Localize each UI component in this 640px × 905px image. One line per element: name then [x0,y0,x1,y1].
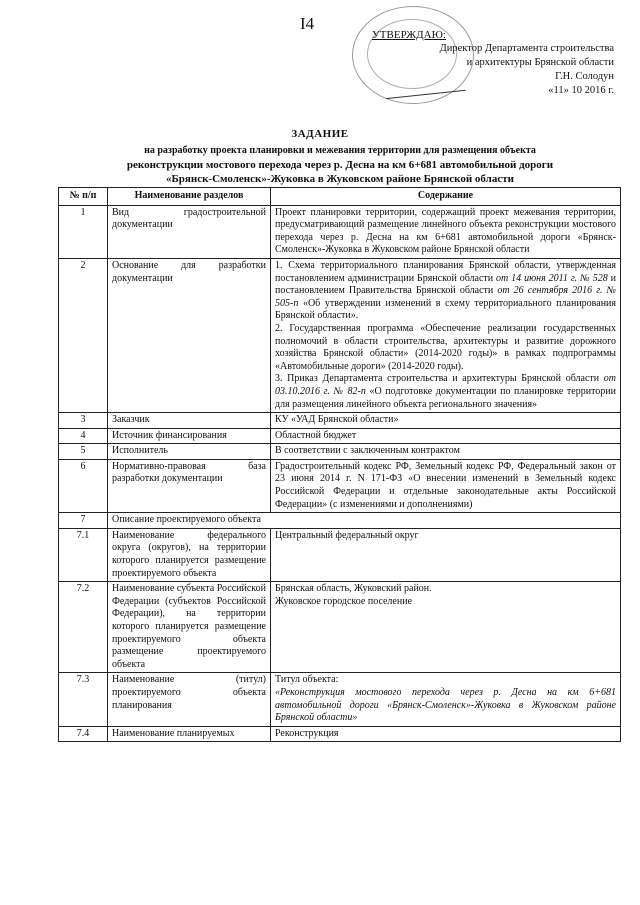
col-header-section: Наименование разделов [108,188,271,206]
approval-signer: Г.Н. Солодун [555,71,614,82]
row-section: Основание для разработки документации [108,258,271,412]
basis-item-2: 2. Государственная программа «Обеспечение реализации государственных полномочий в области строительства, архитектуры и развитие дорожного хозяйства Брянской области» (2014-2020 годы)» в рамках подпрограммы «Автомобильные дороги» (2014-2020 годы). [275,322,616,372]
row-number: 1 [59,205,108,258]
row-section: Нормативно-правовая база разработки документации [108,459,271,512]
table-row [59,513,621,529]
content-line: Жуковское городское поселение [275,595,413,607]
row-section: Наименование федерального округа (округов), на территории которого планируется размещение проектируемого объекта [108,528,271,581]
row-number: 7.1 [59,528,108,581]
row-content [271,673,621,726]
subtitle-line: «Брянск-Смоленск»-Жуковка в Жуковском районе Брянской области [166,173,514,185]
row-content [271,582,621,673]
subtitle-line: на разработку проекта планировки и межевания территории для размещения объекта [144,145,536,156]
approval-date: «11» 10 2016 г. [548,85,614,96]
row-content [271,258,621,412]
table-row [59,459,621,512]
row-number: 2 [59,258,108,412]
table-row [59,444,621,460]
row-number: 7.3 [59,673,108,726]
row-number: 7.4 [59,726,108,742]
row-section: Наименование планируемых [108,726,271,742]
document-title: ЗАДАНИЕ [291,128,349,140]
table-row [59,258,621,412]
row-section: Наименование (титул) проектируемого объекта планирования [108,673,271,726]
row-number: 7 [59,513,108,529]
col-header-content: Содержание [271,188,621,206]
object-title: «Реконструкция мостового перехода через р. Десна на км 6+681 автомобильной дороги «Брянск-Смоленск»-Жуковка в Жуковском районе Брянской области» [275,686,616,724]
page-number: I4 [300,14,315,33]
document-subtitle [60,144,620,186]
subtitle-line: реконструкции мостового перехода через р. Десна на км 6+681 автомобильной дороги [126,159,554,171]
row-section: Вид градостроительной документации [108,205,271,258]
row-section: Наименование субъекта Российской Федерации (субъектов Российской Федерации), на территории которого планируется размещение проектируемого объекта размещение проектируемого объекта [108,582,271,673]
row-content: Градостроительный кодекс РФ, Земельный кодекс РФ, Федеральный закон от 23 июня 2014 г. N 171-ФЗ «О внесении изменений в Земельный кодекс Российской Федерации и отдельные законодательные акты Российской Федерации» (с изменениями и дополнениями) [271,459,621,512]
approval-line: Директор Департамента строительства [439,43,614,54]
col-header-number: № п/п [59,188,108,206]
row-number: 5 [59,444,108,460]
row-content: КУ «УАД Брянской области» [271,413,621,429]
table-row [59,582,621,673]
row-content: В соответствии с заключенным контрактом [271,444,621,460]
row-section: Заказчик [108,413,271,429]
approval-block [364,28,614,98]
table-row [59,413,621,429]
basis-item-1: 1. Схема территориального планирования Брянской области, утвержденная постановлением администрации Брянской области от 14 июня 2011 г. № 528 и постановлением Правительства Брянской области от 26 сентября 2016 г. № 505-п «Об утверждении изменений в схему территориального планирования Брянской области». [275,259,617,322]
content-line: Титул объекта: [275,674,339,686]
row-content: Центральный федеральный округ [271,528,621,581]
row-content: Областной бюджет [271,428,621,444]
row-number: 3 [59,413,108,429]
table-row [59,428,621,444]
basis-item-3: 3. Приказ Департамента строительства и архитектуры Брянской области от 03.10.2016 г. № 82-п «О подготовке документации по планировке территории для размещения линейного объекта регионального значения» [275,373,616,410]
approval-title: УТВЕРЖДАЮ: [372,29,446,41]
table-row [59,528,621,581]
row-number: 4 [59,428,108,444]
approval-line: и архитектуры Брянской области [466,57,614,68]
table-row [59,726,621,742]
row-section: Источник финансирования [108,428,271,444]
row-content: Реконструкция [271,726,621,742]
task-table [58,187,621,742]
row-number: 7.2 [59,582,108,673]
table-row [59,673,621,726]
table-header-row [59,188,621,206]
row-number: 6 [59,459,108,512]
table-row [59,205,621,258]
row-section-span: Описание проектируемого объекта [108,513,621,529]
row-content: Проект планировки территории, содержащий проект межевания территории, предусматривающий размещение линейного объекта реконструкции мостового перехода через р. Десна на км 6+681 автомобильной дороги «Брянск-Смоленск»-Жуковка в Жуковском районе Брянской области [271,205,621,258]
content-line: Брянская область, Жуковский район. [275,583,432,595]
row-section: Исполнитель [108,444,271,460]
